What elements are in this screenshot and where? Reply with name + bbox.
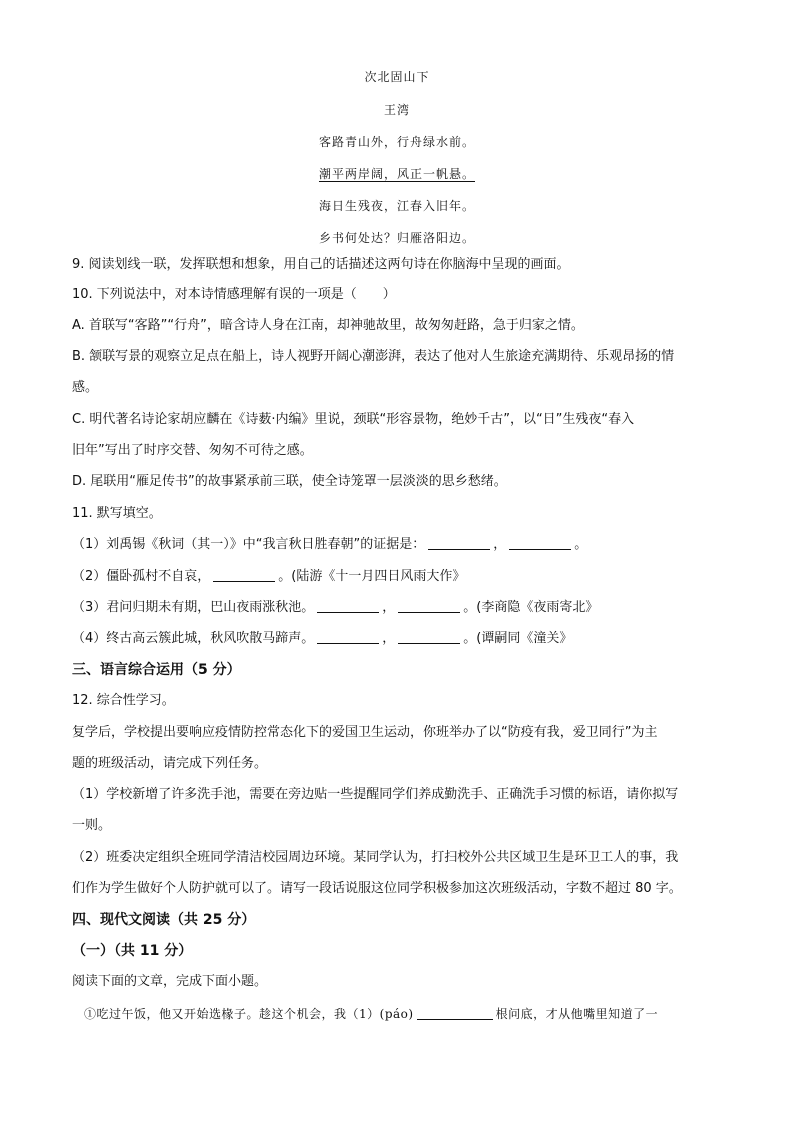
question-10-option-b-line1: B. 颔联写景的观察立足点在船上，诗人视野开阔心潮澎湃，表达了他对人生旅途充满期待、乐观昂扬的情 [72,349,675,364]
item-4-end: 。(谭嗣同《潼关》 [463,631,573,646]
question-12-task-1-line1: （1）学校新增了许多洗手池，需要在旁边贴一些提醒同学们养成勤洗手、正确洗手习惯的标语，请你拟写 [72,787,679,802]
fill-blank[interactable] [213,567,275,582]
item-2-end: 。(陆游《十一月四日风雨大作》 [278,569,466,584]
question-9: 9. 阅读划线一联，发挥联想和想象，用自己的话描述这两句诗在你脑海中呈现的画面。 [72,257,570,272]
fill-blank[interactable] [317,598,379,613]
question-10-stem: 10. 下列说法中，对本诗情感理解有误的一项是（ ） [72,287,396,302]
part-1-heading: （一）（共 11 分） [72,943,193,959]
question-10-option-a: A. 首联写“客路”“行舟”，暗含诗人身在江南，却神驰故里，故匆匆赶路，急于归家之情。 [72,318,584,333]
item-1-text: （1）刘禹锡《秋词（其一）》中“我言秋日胜春朝”的证据是： [72,537,426,552]
item-1-sep: ， [493,537,507,552]
item-3-end: 。(李商隐《夜雨寄北》 [463,600,599,615]
item-3-sep: ， [382,600,396,615]
question-12-intro-line1: 复学后，学校提出要响应疫情防控常态化下的爱国卫生运动，你班举办了以“防疫有我，爱卫同行”为主 [72,725,658,740]
item-2-text: （2）僵卧孤村不自哀， [72,569,211,584]
question-10-option-c-line1: C. 明代著名诗论家胡应麟在《诗薮·内编》里说，颈联“形容景物，绝妙千古”，以“日”生残夜“春入 [72,412,635,427]
poem-line-3: 海日生残夜，江春入旧年。 [318,199,475,213]
paragraph-1-text: ①吃过午饭，他又开始选椽子。趁这个机会，我（1）(páo) [84,1007,414,1021]
question-11-item-2 [72,567,732,587]
paragraph-1-text-cont: 根问底，才从他嘴里知道了一 [495,1007,659,1021]
question-10-option-d: D. 尾联用“雁足传书”的故事紧承前三联，使全诗笼罩一层淡淡的思乡愁绪。 [72,474,507,489]
question-12-stem: 12. 综合性学习。 [72,693,175,708]
question-12-task-2-line1: （2）班委决定组织全班同学清洁校园周边环境。某同学认为，打扫校外公共区域卫生是环卫工人的事，我 [72,850,679,865]
question-10-option-c-line2: 旧年”写出了时序交替、匆匆不可待之感。 [72,443,313,458]
poem-line-1: 客路青山外，行舟绿水前。 [318,135,475,149]
question-11-item-3 [72,598,732,618]
poem-line-2 [0,165,794,182]
item-1-end: 。 [574,537,588,552]
fill-blank[interactable] [398,629,460,644]
question-11-item-1 [72,535,732,555]
poem-author: 王湾 [383,103,410,117]
paragraph-1 [84,1004,734,1024]
item-4-sep: ， [382,631,396,646]
question-12-task-2-line2: 们作为学生做好个人防护就可以了。请写一段话说服这位同学积极参加这次班级活动，字数不超过 80 字。 [72,881,682,896]
question-12-task-1-line2: 一则。 [72,818,112,833]
question-12-intro-line2: 题的班级活动，请完成下列任务。 [72,756,268,771]
poem-title: 次北固山下 [364,70,430,84]
poem-line-2-underlined: 潮平两岸阔，风正一帆悬。 [318,167,475,181]
item-4-text: （4）终古高云簇此城，秋风吹散马蹄声。 [72,631,315,646]
fill-blank[interactable] [428,535,490,550]
fill-blank[interactable] [398,598,460,613]
reading-intro: 阅读下面的文章，完成下面小题。 [72,974,268,989]
question-10-option-b-line2: 感。 [72,380,99,395]
section-4-heading: 四、现代文阅读（共 25 分） [72,912,256,928]
question-11-stem: 11. 默写填空。 [72,506,162,521]
fill-blank[interactable] [317,629,379,644]
question-11-item-4 [72,629,732,649]
fill-blank[interactable] [417,1005,493,1020]
poem-line-4: 乡书何处达？归雁洛阳边。 [318,231,475,245]
fill-blank[interactable] [509,535,571,550]
section-3-heading: 三、语言综合运用（5 分） [72,662,241,678]
item-3-text: （3）君问归期未有期，巴山夜雨涨秋池。 [72,600,315,615]
